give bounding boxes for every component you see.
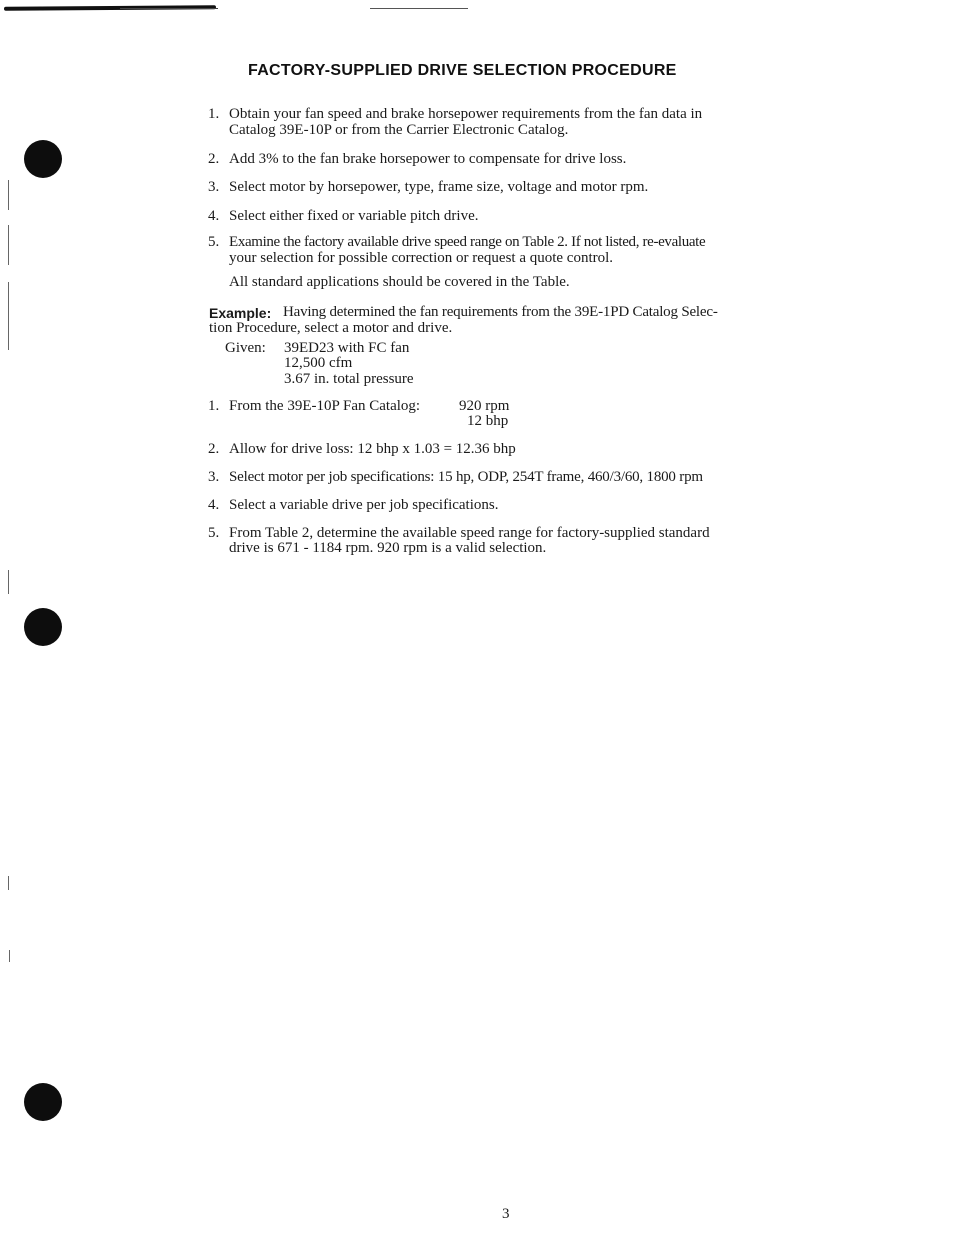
- scan-rule-top-center: [370, 8, 468, 9]
- step-number: 5.: [208, 234, 220, 250]
- example-step-number: 4.: [208, 497, 220, 513]
- given-value: 3.67 in. total pressure: [284, 371, 414, 387]
- step-text: Obtain your fan speed and brake horsepower requirements from the fan data in: [229, 106, 703, 122]
- note-text: All standard applications should be covered in the Table.: [229, 274, 570, 290]
- step-text: your selection for possible correction or request a quote control.: [229, 250, 614, 266]
- margin-mark: [9, 950, 10, 962]
- example-step-number: 2.: [208, 441, 220, 457]
- step-text: Catalog 39E-10P or from the Carrier Electronic Catalog.: [229, 122, 569, 138]
- margin-mark: [8, 225, 9, 265]
- page-number: 3: [502, 1206, 510, 1222]
- step-number: 3.: [208, 179, 220, 195]
- step-text: Examine the factory available drive speed range on Table 2. If not listed, re-evaluate: [229, 234, 706, 250]
- given-value: 39ED23 with FC fan: [284, 340, 410, 356]
- step-number: 2.: [208, 151, 220, 167]
- margin-mark: [8, 570, 9, 594]
- step-text: Select either fixed or variable pitch drive.: [229, 208, 479, 224]
- example-step-text: From the 39E-10P Fan Catalog:: [229, 398, 421, 414]
- punch-hole-top: [24, 140, 62, 178]
- page-title: FACTORY-SUPPLIED DRIVE SELECTION PROCEDURE: [248, 62, 677, 79]
- margin-mark: [8, 180, 9, 210]
- example-intro: tion Procedure, select a motor and drive.: [209, 320, 453, 336]
- step-number: 4.: [208, 208, 220, 224]
- example-step-value: 12 bhp: [467, 413, 509, 429]
- example-step-number: 1.: [208, 398, 220, 414]
- example-step-number: 5.: [208, 525, 220, 541]
- example-label: Example:: [209, 305, 272, 321]
- margin-mark: [8, 282, 9, 350]
- example-step-number: 3.: [208, 469, 220, 485]
- example-step-text: Allow for drive loss: 12 bhp x 1.03 = 12.36 bhp: [229, 441, 516, 457]
- example-step-text: drive is 671 - 1184 rpm. 920 rpm is a valid selection.: [229, 540, 547, 556]
- margin-mark: [8, 876, 9, 890]
- example-step-text: Select a variable drive per job specifications.: [229, 497, 499, 513]
- example-step-text: From Table 2, determine the available speed range for factory-supplied standard: [229, 525, 710, 541]
- step-number: 1.: [208, 106, 220, 122]
- step-text: Select motor by horsepower, type, frame size, voltage and motor rpm.: [229, 179, 649, 195]
- punch-hole-bottom: [24, 1083, 62, 1121]
- example-step-text: Select motor per job specifications: 15 hp, ODP, 254T frame, 460/3/60, 1800 rpm: [229, 469, 703, 485]
- scan-rule-top-left-thin: [120, 8, 218, 9]
- example-intro: Having determined the fan requirements from the 39E-1PD Catalog Selec-: [283, 304, 718, 320]
- example-step-value: 920 rpm: [459, 398, 510, 414]
- step-text: Add 3% to the fan brake horsepower to compensate for drive loss.: [229, 151, 627, 167]
- given-value: 12,500 cfm: [284, 355, 353, 371]
- given-label: Given:: [225, 340, 266, 356]
- punch-hole-middle: [24, 608, 62, 646]
